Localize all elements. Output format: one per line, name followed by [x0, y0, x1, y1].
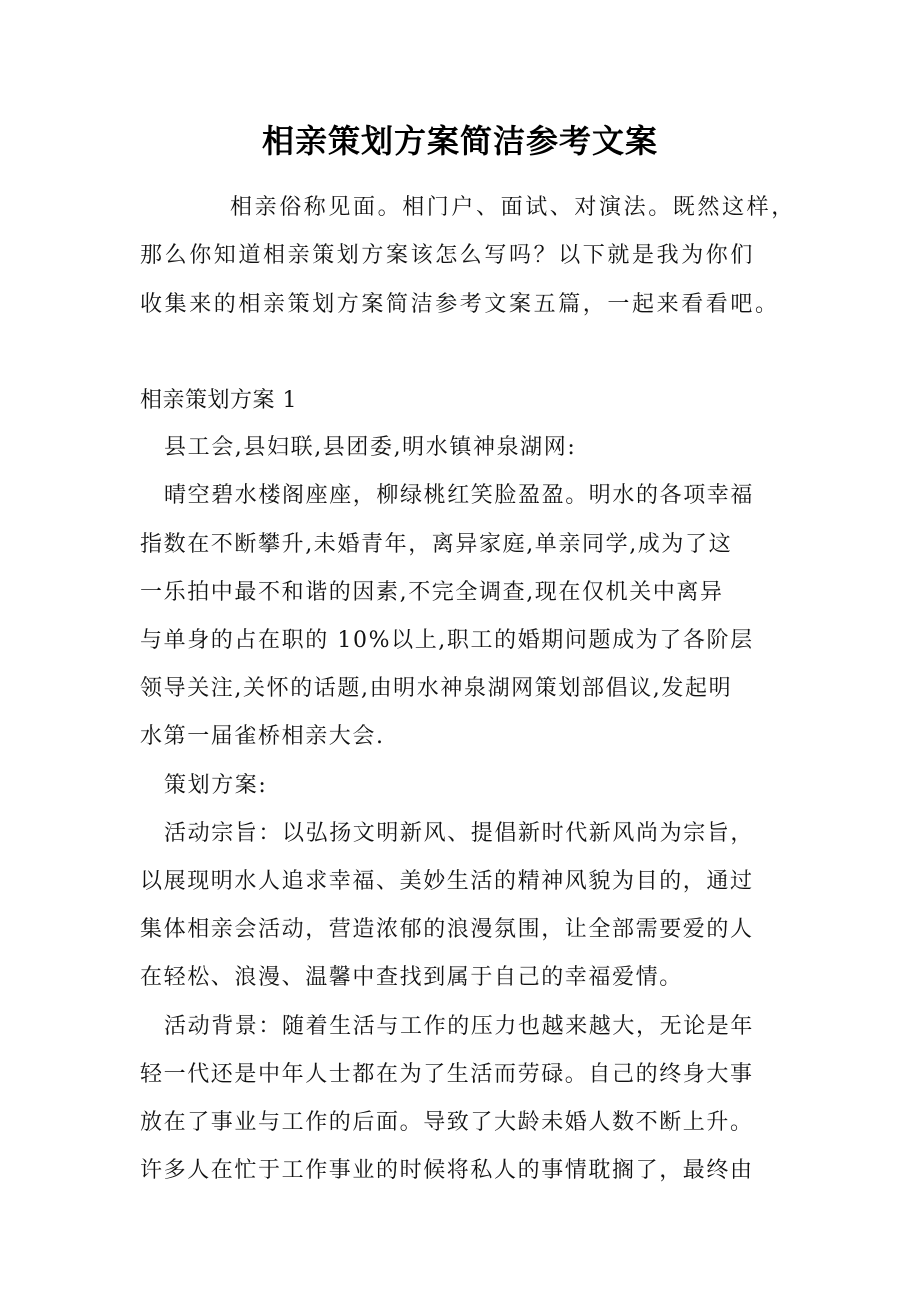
document-title: 相亲策划方案简洁参考文案: [261, 122, 658, 160]
body-line: 领导关注,关怀的话题,由明水神泉湖网策划部倡议,发起明: [140, 676, 733, 701]
body-line: 集体相亲会活动，营造浓郁的浪漫氛围，让全部需要爱的人: [140, 917, 754, 942]
body-line: 以展现明水人追求幸福、美妙生活的精神风貌为目的，通过: [140, 869, 754, 894]
intro-line: 那么你知道相亲策划方案该怎么写吗？以下就是我为你们: [140, 243, 756, 268]
body-line: 策划方案:: [164, 773, 268, 798]
body-line: 与单身的占在职的 10%以上,职工的婚期问题成为了各阶层: [140, 628, 754, 653]
body-line: 活动宗旨：以弘扬文明新风、提倡新时代新风尚为宗旨，: [164, 821, 755, 846]
section-heading: 相亲策划方案 1: [140, 388, 297, 413]
body-line: 指数在不断攀升,未婚青年，离异家庭,单亲同学,成为了这: [140, 532, 733, 557]
body-line: 晴空碧水楼阁座座，柳绿桃红笑脸盈盈。明水的各项幸福: [164, 483, 755, 508]
intro-line: 收集来的相亲策划方案简洁参考文案五篇，一起来看看吧。: [140, 292, 780, 317]
body-line: 许多人在忙于工作事业的时候将私人的事情耽搁了，最终由: [140, 1158, 754, 1183]
body-line: 轻一代还是中年人士都在为了生活而劳碌。自己的终身大事: [140, 1062, 754, 1087]
body-line: 在轻松、浪漫、温馨中查找到属于自己的幸福爱情。: [140, 965, 683, 990]
body-line: 水第一届雀桥相亲大会.: [140, 724, 385, 749]
intro-line: 相亲俗称见面。相门户、面试、对演法。既然这样，: [230, 195, 796, 220]
body-line: 活动背景：随着生活与工作的压力也越来越大，无论是年: [164, 1014, 755, 1039]
body-line: 一乐拍中最不和谐的因素,不完全调查,现在仅机关中离异: [140, 580, 724, 605]
body-line: 放在了事业与工作的后面。导致了大龄未婚人数不断上升。: [140, 1110, 754, 1135]
body-line: 县工会,县妇联,县团委,明水镇神泉湖网:: [164, 435, 577, 460]
